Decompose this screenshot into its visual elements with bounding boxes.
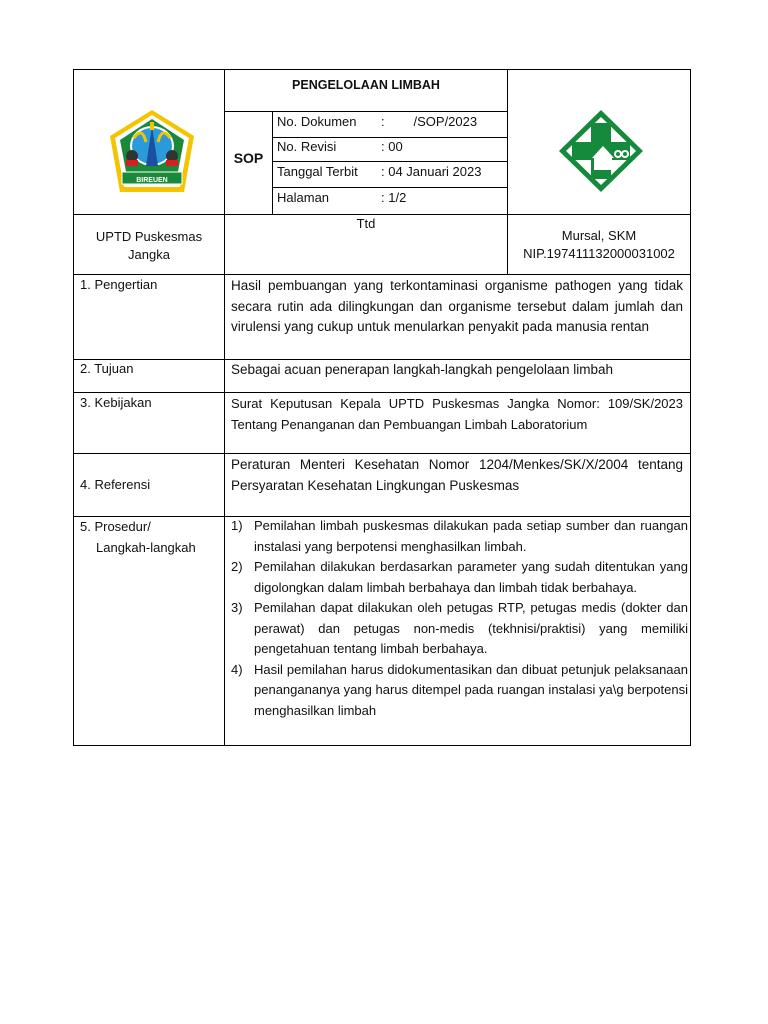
step-number: 2): [231, 559, 243, 574]
signer-nip: NIP.197411132000031002: [523, 246, 675, 261]
divider-title: [224, 111, 507, 112]
procedure-step: [226, 557, 688, 598]
procedure-step: [226, 660, 688, 722]
doc-number-value: : /SOP/2023: [381, 114, 478, 129]
divider-row3: [272, 187, 507, 188]
page-value: : 1/2: [381, 190, 407, 205]
issue-date-label: Tanggal Terbit: [277, 164, 358, 179]
logo-text: BIREUEN: [136, 177, 168, 184]
prosedur-label-line1: 5. Prosedur/: [80, 519, 151, 534]
step-text: Pemilahan dapat dilakukan oleh petugas RTP, petugas medis (dokter dan perawat) dan petugas non-medis (tekhnisi/praktisi) yang memiliki pengetahuan tentang limbah berbahaya.: [254, 600, 688, 656]
puskesmas-logo: [556, 108, 646, 194]
section-text-pengertian: Hasil pembuangan yang terkontaminasi organisme pathogen yang tidak secara rutin ada dilingkungan dan organisme tersebut dalam jumlah dan virulensi yang cukup untuk menularkan penyakit pada manusia rentan: [231, 278, 683, 334]
step-text: Pemilahan limbah puskesmas dilakukan pada setiap sumber dan ruangan instalasi yang berpotensi menghasilkan limbah.: [254, 518, 688, 554]
doc-number-label: No. Dokumen: [277, 114, 357, 129]
procedure-steps: [226, 516, 688, 721]
divider-sop: [272, 111, 273, 214]
prosedur-label-line2: Langkah-langkah: [96, 539, 196, 555]
divider-s3: [73, 453, 691, 454]
signature-ttd: Ttd: [356, 216, 376, 231]
divider-row1: [272, 137, 507, 138]
section-label-prosedur: [80, 517, 196, 558]
organization-name: UPTD Puskesmas Jangka: [95, 229, 203, 262]
divider-col3: [507, 69, 508, 274]
procedure-step: [226, 516, 688, 557]
divider-signature: [73, 274, 691, 275]
border-right: [690, 69, 691, 746]
step-text: Pemilahan dilakukan berdasarkan parameter yang sudah ditentukan yang digolongkan dalam limbah berbahaya dan limbah tidak berbahaya.: [254, 559, 688, 595]
section-text-tujuan: Sebagai acuan penerapan langkah-langkah pengelolaan limbah: [231, 362, 614, 377]
section-label-kebijakan: 3. Kebijakan: [80, 395, 152, 410]
step-number: 4): [231, 661, 243, 677]
section-label-pengertian: 1. Pengertian: [80, 277, 158, 292]
signer-name: Mursal, SKM: [561, 228, 637, 243]
divider-row2: [272, 161, 507, 162]
step-text: Hasil pemilahan harus didokumentasikan dan dibuat petunjuk pelaksanaan penangananya yang harus ditempel pada ruangan instalasi ya\g berpotensi menghasilkan limbah: [254, 661, 688, 718]
sop-label: SOP: [233, 150, 264, 166]
section-text-kebijakan: Surat Keputusan Kepala UPTD Puskesmas Jangka Nomor: 109/SK/2023 Tentang Penanganan dan Pembuangan Limbah Laboratorium: [231, 396, 683, 432]
divider-header: [73, 214, 691, 215]
procedure-step: [226, 598, 688, 660]
step-number: 1): [231, 518, 243, 533]
section-text-referensi: Peraturan Menteri Kesehatan Nomor 1204/Menkes/SK/X/2004 tentang Persyaratan Kesehatan Lingkungan Puskesmas: [231, 457, 683, 493]
section-label-referensi: 4. Referensi: [80, 477, 151, 492]
revision-label: No. Revisi: [277, 139, 337, 154]
step-number: 3): [231, 600, 243, 615]
issue-date-value: : 04 Januari 2023: [381, 164, 482, 179]
bireuen-regency-logo: [106, 108, 198, 194]
page-label: Halaman: [277, 190, 330, 205]
border-left: [73, 69, 74, 746]
divider-col1: [224, 69, 225, 746]
divider-s2: [73, 392, 691, 393]
border-top: [73, 69, 691, 70]
revision-value: : 00: [381, 139, 403, 154]
section-label-tujuan: 2. Tujuan: [80, 361, 134, 376]
document-title: PENGELOLAAN LIMBAH: [292, 78, 440, 92]
border-bottom: [73, 745, 691, 746]
